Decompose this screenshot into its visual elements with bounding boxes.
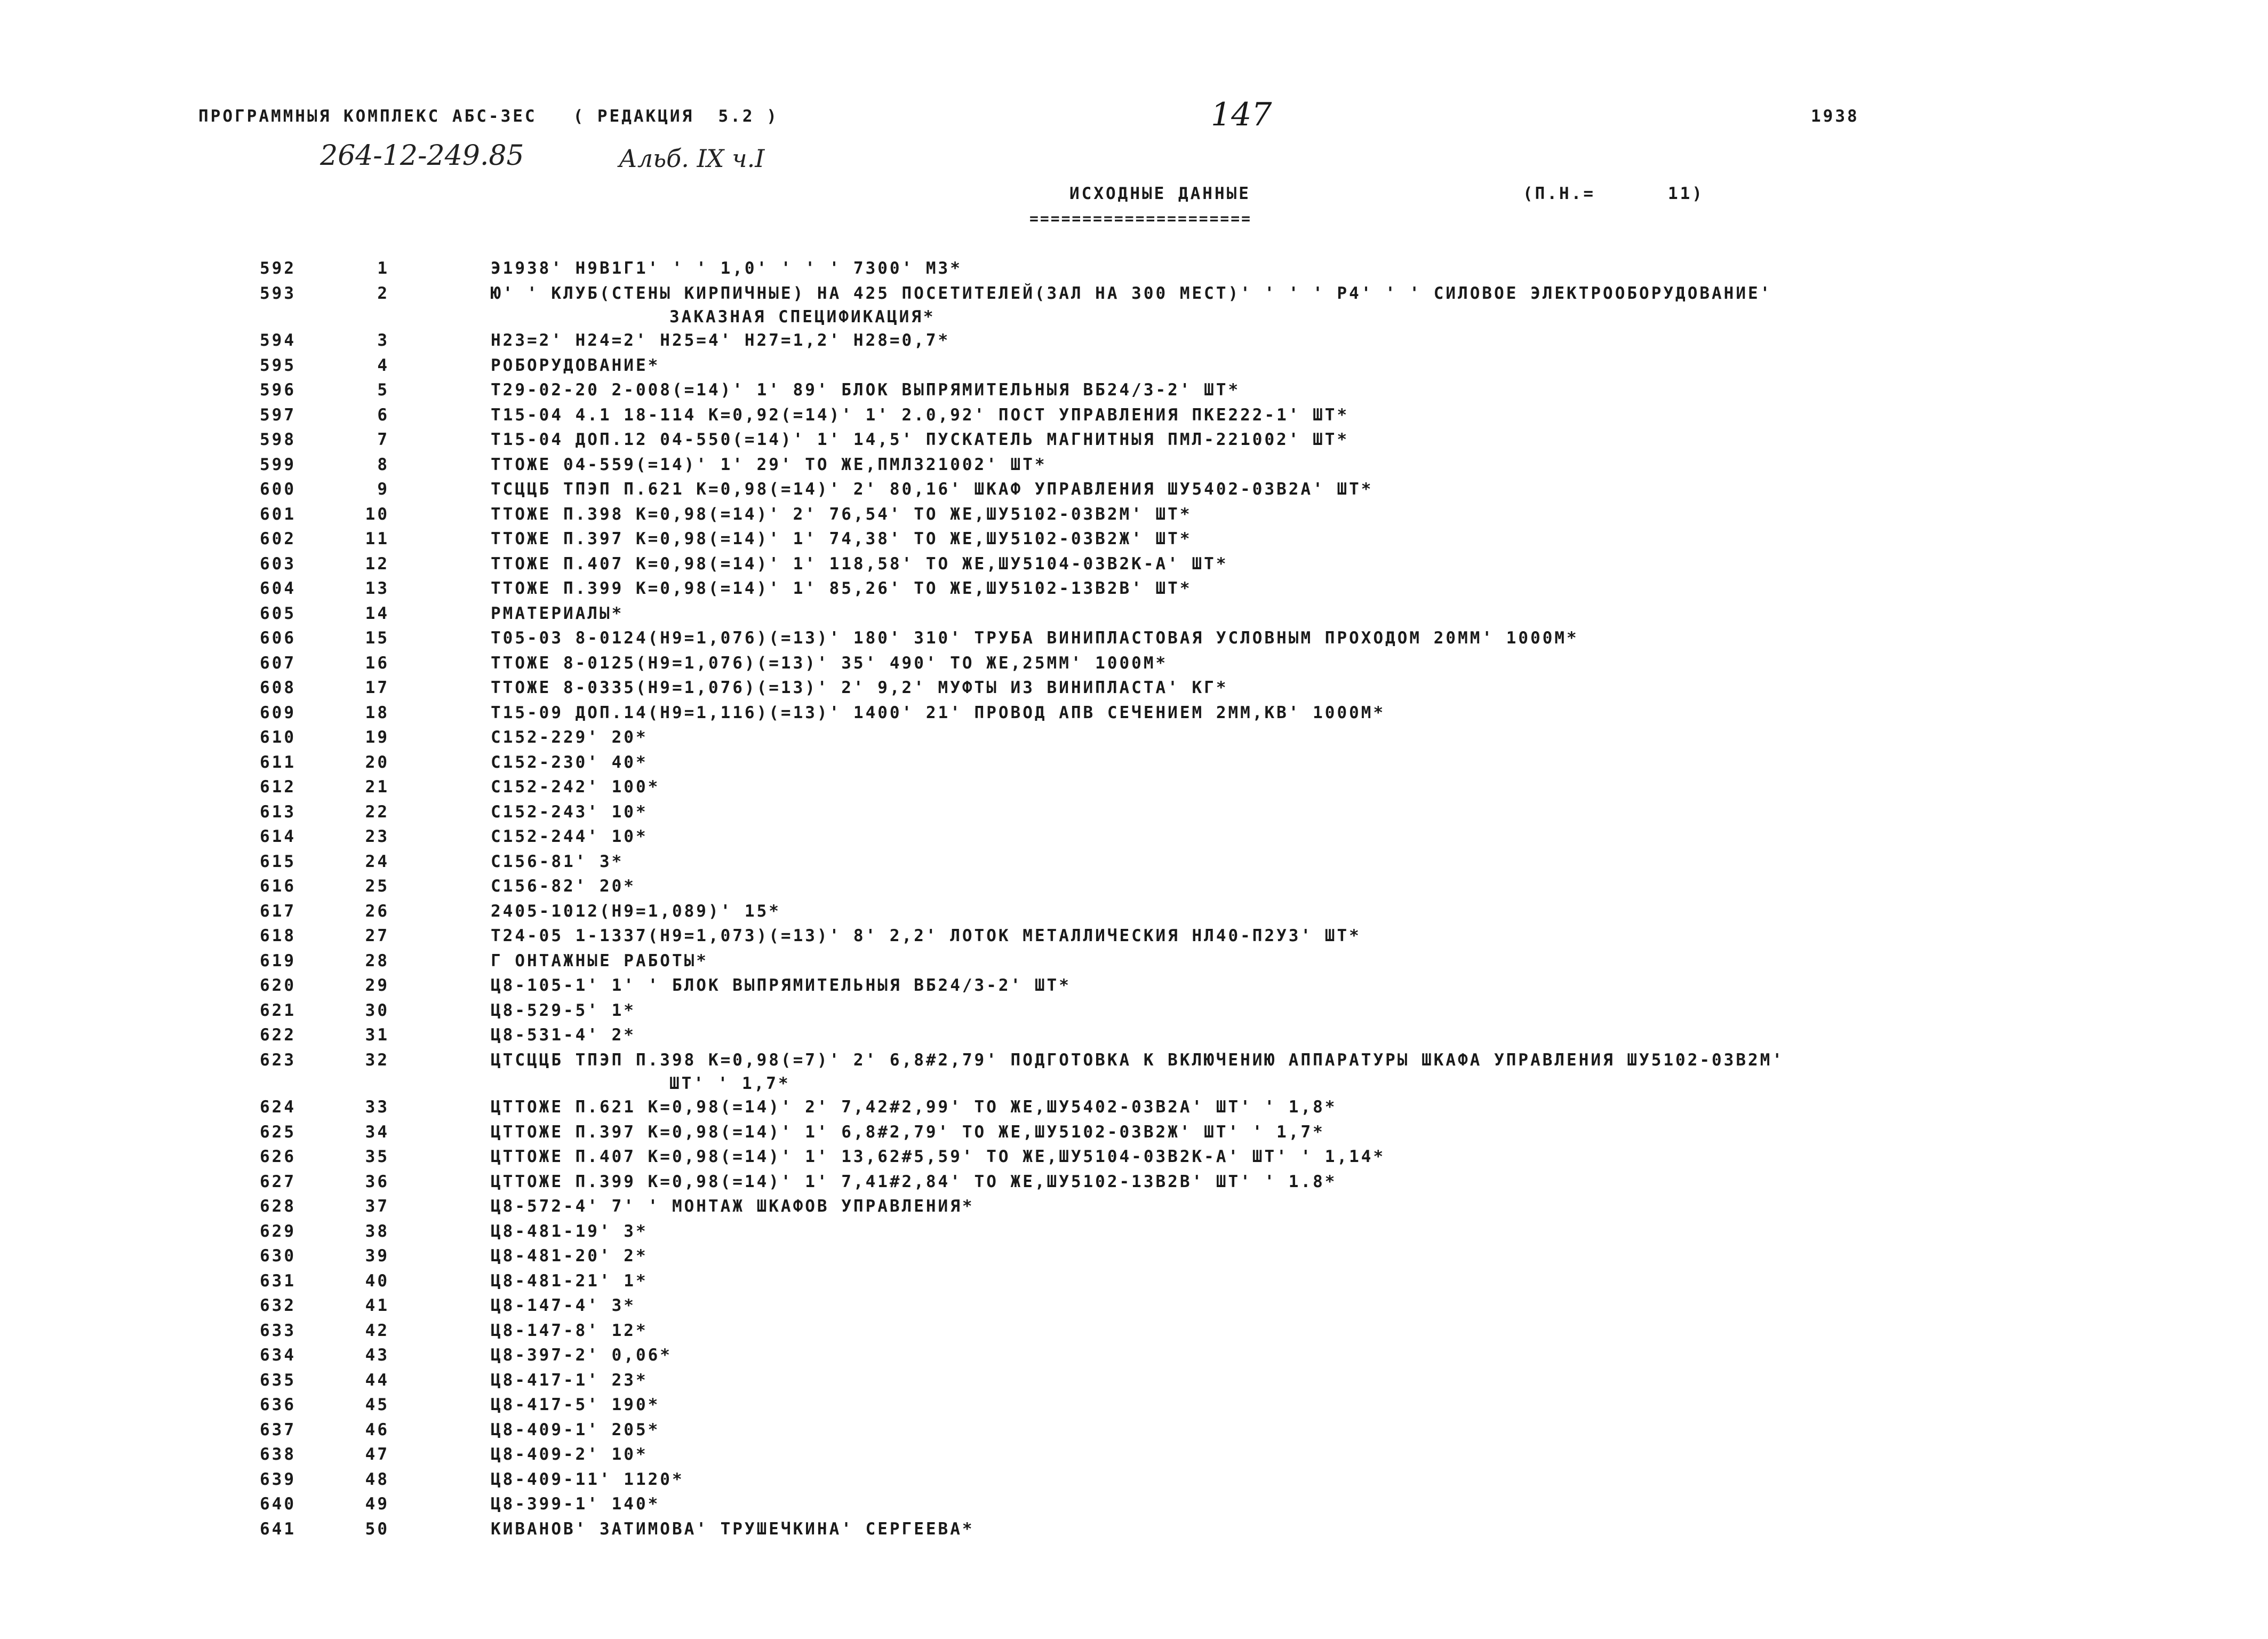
line-text: Г ОНТАЖНЫЕ РАБОТЫ* (491, 951, 708, 970)
line-text: Э1938' Н9В1Г1' ' ' 1,0' ' ' ' 7300' М3* (491, 259, 962, 278)
line-text: ЦТТОЖЕ П.397 К=0,98(=14)' 1' 6,8#2,79' ТО ЖЕ,ШУ5102-03В2Ж' ШТ' ' 1,7* (491, 1122, 1325, 1142)
line-item-number: 12 (365, 554, 389, 574)
line-item-number: 17 (365, 678, 389, 697)
line-text: Ц8-481-21' 1* (491, 1271, 648, 1291)
line-item-number: 43 (365, 1346, 389, 1365)
line-item-number: 7 (377, 430, 389, 449)
line-sequence-number: 603 (260, 554, 296, 574)
line-sequence-number: 614 (260, 827, 296, 846)
line-text: С152-229' 20* (491, 728, 648, 747)
line-item-number: 36 (365, 1172, 389, 1191)
line-item-number: 24 (365, 852, 389, 871)
listing-line (0, 924, 2268, 949)
line-text: ЦТТОЖЕ П.621 К=0,98(=14)' 2' 7,42#2,99' ТО ЖЕ,ШУ5402-03В2А' ШТ' ' 1,8* (491, 1097, 1337, 1117)
section-page-number: (П.Н.= 11) (1523, 184, 1704, 203)
listing-line (0, 1343, 2268, 1368)
listing-line (0, 328, 2268, 353)
line-item-number: 22 (365, 802, 389, 822)
line-text: С152-244' 10* (491, 827, 648, 846)
line-sequence-number: 637 (260, 1420, 296, 1439)
line-item-number: 2 (377, 283, 389, 303)
line-text: Ц8-147-4' 3* (491, 1296, 636, 1315)
line-item-number: 45 (365, 1395, 389, 1414)
line-text: Т29-02-20 2-008(=14)' 1' 89' БЛОК ВЫПРЯМИТЕЛЬНЫЯ ВБ24/3-2' ШТ* (491, 380, 1241, 400)
line-text: С152-243' 10* (491, 802, 648, 822)
listing-line (0, 1023, 2268, 1048)
line-sequence-number: 617 (260, 901, 296, 921)
line-item-number: 50 (365, 1519, 389, 1539)
listing-line (0, 675, 2268, 701)
line-text: Ю' ' КЛУБ(СТЕНЫ КИРПИЧНЫЕ) НА 425 ПОСЕТИТЕЛЕЙ(ЗАЛ НА 300 МЕСТ)' ' ' ' Р4' ' ' СИЛОВОЕ ЭЛЕКТРООБОРУДОВАНИЕ' (491, 283, 1772, 303)
listing-line (0, 949, 2268, 974)
line-sequence-number: 606 (260, 628, 296, 648)
line-sequence-number: 630 (260, 1246, 296, 1266)
line-sequence-number: 622 (260, 1025, 296, 1045)
line-sequence-number: 599 (260, 455, 296, 474)
line-item-number: 28 (365, 951, 389, 970)
line-text: С152-242' 100* (491, 777, 660, 797)
line-item-number: 39 (365, 1246, 389, 1266)
listing-line (0, 626, 2268, 651)
line-item-number: 42 (365, 1320, 389, 1340)
line-text: Т05-03 8-0124(Н9=1,076)(=13)' 180' 310' ТРУБА ВИНИПЛАСТОВАЯ УСЛОВНЫМ ПРОХОДОМ 20ММ' 1000М* (491, 628, 1579, 648)
line-item-number: 9 (377, 480, 389, 499)
line-item-number: 11 (365, 529, 389, 548)
listing-line (0, 552, 2268, 577)
line-sequence-number: 598 (260, 430, 296, 449)
listing-line (0, 1095, 2268, 1120)
listing-line (0, 403, 2268, 428)
listing-line (0, 1418, 2268, 1443)
line-text: Ц8-417-1' 23* (491, 1370, 648, 1390)
line-sequence-number: 618 (260, 926, 296, 945)
listing-line (0, 701, 2268, 726)
line-sequence-number: 639 (260, 1469, 296, 1489)
line-sequence-number: 602 (260, 529, 296, 548)
listing-line (0, 1120, 2268, 1145)
line-item-number: 1 (377, 259, 389, 278)
line-sequence-number: 616 (260, 877, 296, 896)
line-text: Ц8-409-2' 10* (491, 1445, 648, 1464)
line-item-number: 32 (365, 1050, 389, 1070)
line-item-number: 3 (377, 331, 389, 350)
listing-line (0, 849, 2268, 874)
line-item-number: 48 (365, 1469, 389, 1489)
line-sequence-number: 596 (260, 380, 296, 400)
line-sequence-number: 641 (260, 1519, 296, 1539)
listing-line (0, 1368, 2268, 1393)
listing-line (0, 527, 2268, 552)
listing-line (0, 452, 2268, 478)
line-text: ТТОЖЕ 8-0125(Н9=1,076)(=13)' 35' 490' ТО ЖЕ,25ММ' 1000М* (491, 653, 1168, 673)
line-text: Ц8-397-2' 0,06* (491, 1346, 672, 1365)
listing-line (0, 998, 2268, 1023)
line-sequence-number: 592 (260, 259, 296, 278)
line-sequence-number: 621 (260, 1000, 296, 1020)
line-text: Ц8-399-1' 140* (491, 1494, 660, 1514)
listing-line (0, 725, 2268, 750)
listing-line (0, 281, 2268, 306)
listing-line (0, 1048, 2268, 1073)
line-text: ШТ' ' 1,7* (669, 1074, 790, 1093)
line-sequence-number: 619 (260, 951, 296, 970)
data-listing (0, 256, 2268, 1541)
line-sequence-number: 624 (260, 1097, 296, 1117)
line-item-number: 21 (365, 777, 389, 797)
line-item-number: 6 (377, 405, 389, 425)
line-text: Ц8-481-20' 2* (491, 1246, 648, 1266)
line-item-number: 41 (365, 1296, 389, 1315)
line-text: ЦТТОЖЕ П.399 К=0,98(=14)' 1' 7,41#2,84' ТО ЖЕ,ШУ5102-13В2В' ШТ' ' 1.8* (491, 1172, 1337, 1191)
line-text: ТТОЖЕ 8-0335(Н9=1,076)(=13)' 2' 9,2' МУФТЫ ИЗ ВИНИПЛАСТА' КГ* (491, 678, 1228, 697)
section-title-underline: ===================== (1029, 210, 1252, 227)
listing-line (0, 353, 2268, 378)
line-item-number: 46 (365, 1420, 389, 1439)
line-item-number: 25 (365, 877, 389, 896)
line-item-number: 10 (365, 504, 389, 524)
listing-line (0, 502, 2268, 527)
line-text: Ц8-417-5' 190* (491, 1395, 660, 1414)
listing-line (0, 651, 2268, 676)
listing-line (0, 1144, 2268, 1169)
line-text: ТТОЖЕ П.407 К=0,98(=14)' 1' 118,58' ТО ЖЕ,ШУ5104-03В2К-А' ШТ* (491, 554, 1228, 574)
line-sequence-number: 608 (260, 678, 296, 697)
line-sequence-number: 629 (260, 1221, 296, 1241)
line-sequence-number: 610 (260, 728, 296, 747)
line-text: ЦТСЦЦБ ТПЭП П.398 К=0,98(=7)' 2' 6,8#2,79' ПОДГОТОВКА К ВКЛЮЧЕНИЮ АППАРАТУРЫ ШКАФА УПРАВЛЕНИЯ ШУ5102-03В2М' (491, 1050, 1785, 1070)
listing-line (0, 973, 2268, 998)
line-sequence-number: 625 (260, 1122, 296, 1142)
document-number-handwritten: 264-12-249.85 (320, 140, 524, 172)
line-text: Т15-09 ДОП.14(Н9=1,116)(=13)' 1400' 21' ПРОВОД АПВ СЕЧЕНИЕМ 2ММ,КВ' 1000М* (491, 703, 1386, 722)
line-item-number: 37 (365, 1197, 389, 1216)
line-item-number: 20 (365, 752, 389, 772)
line-sequence-number: 597 (260, 405, 296, 425)
line-sequence-number: 611 (260, 752, 296, 772)
line-item-number: 47 (365, 1445, 389, 1464)
line-item-number: 18 (365, 703, 389, 722)
line-sequence-number: 640 (260, 1494, 296, 1514)
line-item-number: 44 (365, 1370, 389, 1390)
line-sequence-number: 613 (260, 802, 296, 822)
line-text: ТТОЖЕ П.399 К=0,98(=14)' 1' 85,26' ТО ЖЕ,ШУ5102-13В2В' ШТ* (491, 579, 1192, 598)
line-sequence-number: 604 (260, 579, 296, 598)
section-title: ИСХОДНЫЕ ДАННЫЕ (1069, 184, 1251, 203)
listing-line (0, 1517, 2268, 1542)
line-sequence-number: 594 (260, 331, 296, 350)
listing-line (0, 1492, 2268, 1517)
line-sequence-number: 615 (260, 852, 296, 871)
listing-line (0, 1219, 2268, 1244)
line-item-number: 26 (365, 901, 389, 921)
listing-continuation-line (0, 1072, 2268, 1095)
line-text: Ц8-147-8' 12* (491, 1320, 648, 1340)
listing-line (0, 1467, 2268, 1492)
listing-line (0, 1442, 2268, 1467)
listing-line (0, 601, 2268, 626)
line-sequence-number: 626 (260, 1147, 296, 1166)
line-text: Ц8-531-4' 2* (491, 1025, 636, 1045)
line-text: ТТОЖЕ П.397 К=0,98(=14)' 1' 74,38' ТО ЖЕ,ШУ5102-03В2Ж' ШТ* (491, 529, 1192, 548)
listing-line (0, 1293, 2268, 1318)
header-program-line: ПРОГРАММНЫЯ КОМПЛЕКС АБС-3ЕС ( РЕДАКЦИЯ 5.2 ) (198, 107, 779, 126)
line-item-number: 31 (365, 1025, 389, 1045)
line-item-number: 15 (365, 628, 389, 648)
line-sequence-number: 623 (260, 1050, 296, 1070)
line-sequence-number: 636 (260, 1395, 296, 1414)
line-text: С152-230' 40* (491, 752, 648, 772)
listing-line (0, 378, 2268, 403)
album-reference-handwritten: Альб. IX ч.I (619, 144, 765, 173)
listing-line (0, 477, 2268, 502)
listing-line (0, 1318, 2268, 1343)
line-item-number: 35 (365, 1147, 389, 1166)
line-sequence-number: 601 (260, 504, 296, 524)
line-text: Ц8-105-1' 1' ' БЛОК ВЫПРЯМИТЕЛЬНЫЯ ВБ24/3-2' ШТ* (491, 976, 1071, 995)
line-text: ТТОЖЕ 04-559(=14)' 1' 29' ТО ЖЕ,ПМЛ321002' ШТ* (491, 455, 1047, 474)
line-item-number: 16 (365, 653, 389, 673)
line-text: КИВАНОВ' ЗАТИМОВА' ТРУШЕЧКИНА' СЕРГЕЕВА* (491, 1519, 975, 1539)
line-text: С156-82' 20* (491, 877, 636, 896)
line-item-number: 40 (365, 1271, 389, 1291)
listing-line (0, 1393, 2268, 1418)
line-item-number: 49 (365, 1494, 389, 1514)
listing-line (0, 1194, 2268, 1219)
line-item-number: 13 (365, 579, 389, 598)
line-text: ЗАКАЗНАЯ СПЕЦИФИКАЦИЯ* (669, 307, 936, 327)
listing-continuation-line (0, 306, 2268, 328)
line-sequence-number: 600 (260, 480, 296, 499)
header-year: 1938 (1811, 107, 1859, 126)
line-text: Т24-05 1-1337(Н9=1,073)(=13)' 8' 2,2' ЛОТОК МЕТАЛЛИЧЕСКИЯ НЛ40-П2У3' ШТ* (491, 926, 1361, 945)
line-item-number: 8 (377, 455, 389, 474)
line-sequence-number: 627 (260, 1172, 296, 1191)
listing-line (0, 750, 2268, 775)
line-item-number: 5 (377, 380, 389, 400)
line-text: Ц8-409-1' 205* (491, 1420, 660, 1439)
line-text: 2405-1012(Н9=1,089)' 15* (491, 901, 781, 921)
listing-line (0, 800, 2268, 825)
line-text: ТТОЖЕ П.398 К=0,98(=14)' 2' 76,54' ТО ЖЕ,ШУ5102-03В2М' ШТ* (491, 504, 1192, 524)
line-sequence-number: 620 (260, 976, 296, 995)
line-sequence-number: 607 (260, 653, 296, 673)
line-item-number: 14 (365, 603, 389, 623)
line-item-number: 23 (365, 827, 389, 846)
line-sequence-number: 612 (260, 777, 296, 797)
listing-line (0, 874, 2268, 899)
line-text: Ц8-529-5' 1* (491, 1000, 636, 1020)
line-text: ЦТТОЖЕ П.407 К=0,98(=14)' 1' 13,62#5,59' ТО ЖЕ,ШУ5104-03В2К-А' ШТ' ' 1,14* (491, 1147, 1386, 1166)
line-item-number: 19 (365, 728, 389, 747)
listing-line (0, 1244, 2268, 1269)
line-text: Н23=2' Н24=2' Н25=4' Н27=1,2' Н28=0,7* (491, 331, 951, 350)
line-sequence-number: 633 (260, 1320, 296, 1340)
listing-line (0, 824, 2268, 849)
line-text: Ц8-572-4' 7' ' МОНТАЖ ШКАФОВ УПРАВЛЕНИЯ* (491, 1197, 975, 1216)
line-sequence-number: 635 (260, 1370, 296, 1390)
line-text: РМАТЕРИАЛЫ* (491, 603, 624, 623)
line-sequence-number: 638 (260, 1445, 296, 1464)
line-text: Ц8-409-11' 1120* (491, 1469, 684, 1489)
listing-line (0, 775, 2268, 800)
line-text: ТСЦЦБ ТПЭП П.621 К=0,98(=14)' 2' 80,16' ШКАФ УПРАВЛЕНИЯ ШУ5402-03В2А' ШТ* (491, 480, 1373, 499)
line-sequence-number: 632 (260, 1296, 296, 1315)
listing-line (0, 256, 2268, 281)
line-item-number: 33 (365, 1097, 389, 1117)
line-sequence-number: 593 (260, 283, 296, 303)
line-text: С156-81' 3* (491, 852, 624, 871)
line-sequence-number: 595 (260, 355, 296, 375)
line-text: Ц8-481-19' 3* (491, 1221, 648, 1241)
listing-line (0, 1169, 2268, 1195)
line-sequence-number: 634 (260, 1346, 296, 1365)
line-sequence-number: 605 (260, 603, 296, 623)
line-item-number: 34 (365, 1122, 389, 1142)
line-text: Т15-04 ДОП.12 04-550(=14)' 1' 14,5' ПУСКАТЕЛЬ МАГНИТНЫЯ ПМЛ-221002' ШТ* (491, 430, 1349, 449)
line-sequence-number: 631 (260, 1271, 296, 1291)
listing-line (0, 899, 2268, 924)
line-sequence-number: 609 (260, 703, 296, 722)
line-text: Т15-04 4.1 18-114 К=0,92(=14)' 1' 2.0,92' ПОСТ УПРАВЛЕНИЯ ПКЕ222-1' ШТ* (491, 405, 1349, 425)
line-item-number: 30 (365, 1000, 389, 1020)
listing-line (0, 427, 2268, 452)
line-sequence-number: 628 (260, 1197, 296, 1216)
line-item-number: 38 (365, 1221, 389, 1241)
line-text: РОБОРУДОВАНИЕ* (491, 355, 660, 375)
line-item-number: 27 (365, 926, 389, 945)
page-mark-handwritten: 147 (1211, 96, 1272, 133)
line-item-number: 4 (377, 355, 389, 375)
listing-line (0, 576, 2268, 601)
listing-line (0, 1269, 2268, 1294)
line-item-number: 29 (365, 976, 389, 995)
